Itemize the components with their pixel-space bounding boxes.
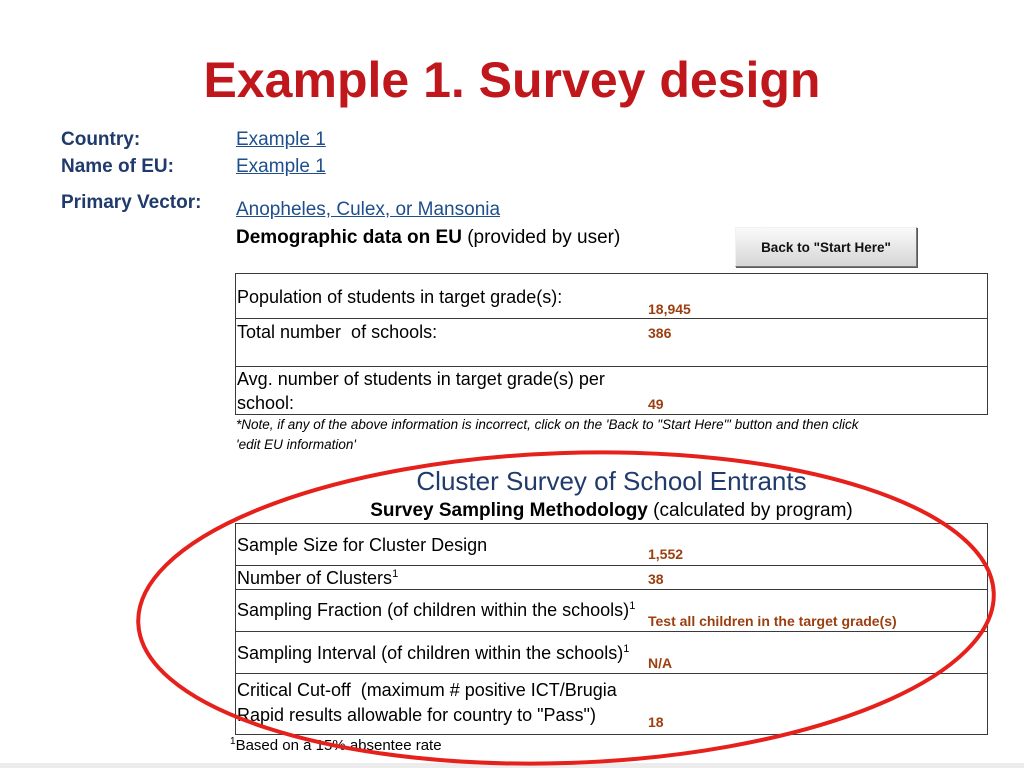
table-row bbox=[236, 367, 987, 414]
country-link[interactable]: Example 1 bbox=[236, 129, 326, 150]
row-label-text: Number of Clusters bbox=[237, 568, 393, 588]
row-value: 1,552 bbox=[648, 546, 684, 562]
row-label-text: Sample Size for Cluster Design bbox=[237, 535, 488, 555]
row-value: 386 bbox=[648, 325, 672, 341]
demographic-table bbox=[235, 273, 988, 415]
footnote-marker: 1 bbox=[629, 600, 636, 612]
table-row bbox=[236, 319, 987, 367]
row-label bbox=[237, 367, 605, 415]
survey-subtitle bbox=[235, 499, 988, 523]
table-row bbox=[236, 566, 987, 590]
row-value: 49 bbox=[648, 396, 664, 412]
survey-table bbox=[235, 523, 988, 735]
survey-subtitle-note: (calculated by program) bbox=[647, 500, 853, 521]
primary-vector-link[interactable]: Anopheles, Culex, or Mansonia bbox=[236, 199, 501, 220]
row-label bbox=[237, 566, 398, 590]
demographic-heading-bold: Demographic data on EU bbox=[236, 227, 462, 248]
demographic-heading bbox=[236, 226, 620, 250]
row-value: 18,945 bbox=[648, 301, 691, 317]
row-label bbox=[237, 598, 635, 622]
back-to-start-button[interactable]: Back to "Start Here" bbox=[735, 227, 917, 267]
footnote-marker: 1 bbox=[623, 643, 630, 655]
demographic-heading-note: (provided by user) bbox=[461, 227, 621, 248]
table-row bbox=[236, 590, 987, 632]
eu-name-label: Name of EU: bbox=[61, 156, 174, 177]
eu-name-link[interactable]: Example 1 bbox=[236, 156, 326, 177]
row-value: Test all children in the target grade(s) bbox=[648, 613, 897, 629]
row-value: 18 bbox=[648, 714, 664, 730]
page-title: Example 1. Survey design bbox=[203, 52, 821, 108]
correction-note: *Note, if any of the above information is incorrect, click on the 'Back to "Start Here"' button and then click 'edit EU information' bbox=[236, 417, 859, 452]
row-label bbox=[237, 533, 487, 557]
row-label-text: Sampling Interval (of children within the schools) bbox=[237, 643, 624, 663]
table-row bbox=[236, 274, 987, 319]
row-label bbox=[237, 678, 617, 728]
row-value: N/A bbox=[648, 655, 673, 671]
row-label bbox=[237, 641, 629, 665]
table-row bbox=[236, 632, 987, 674]
row-label bbox=[237, 285, 562, 309]
slide-bottom-band bbox=[0, 763, 1024, 768]
row-label-text: Sampling Fraction (of children within the schools) bbox=[237, 600, 630, 620]
table-row bbox=[236, 524, 987, 566]
row-label-text: Population of students in target grade(s): bbox=[237, 287, 563, 307]
primary-vector-label: Primary Vector: bbox=[61, 192, 202, 213]
row-label-text: Avg. number of students in target grade(s) per school: bbox=[237, 369, 605, 413]
country-label: Country: bbox=[61, 129, 141, 150]
footnote-marker: 1 bbox=[392, 568, 399, 580]
survey-title: Cluster Survey of School Entrants bbox=[416, 466, 807, 496]
row-label-text: Total number of schools: bbox=[237, 322, 438, 342]
row-label-text: Critical Cut-off (maximum # positive ICT/Brugia Rapid results allowable for country to "Pass") bbox=[237, 680, 617, 725]
footnote bbox=[230, 736, 442, 756]
survey-subtitle-bold: Survey Sampling Methodology bbox=[370, 500, 648, 521]
row-label bbox=[237, 320, 437, 344]
footnote-marker: 1 bbox=[230, 736, 236, 747]
table-row bbox=[236, 674, 987, 734]
footnote-text: Based on a 15% absentee rate bbox=[235, 737, 442, 754]
row-value: 38 bbox=[648, 571, 664, 587]
